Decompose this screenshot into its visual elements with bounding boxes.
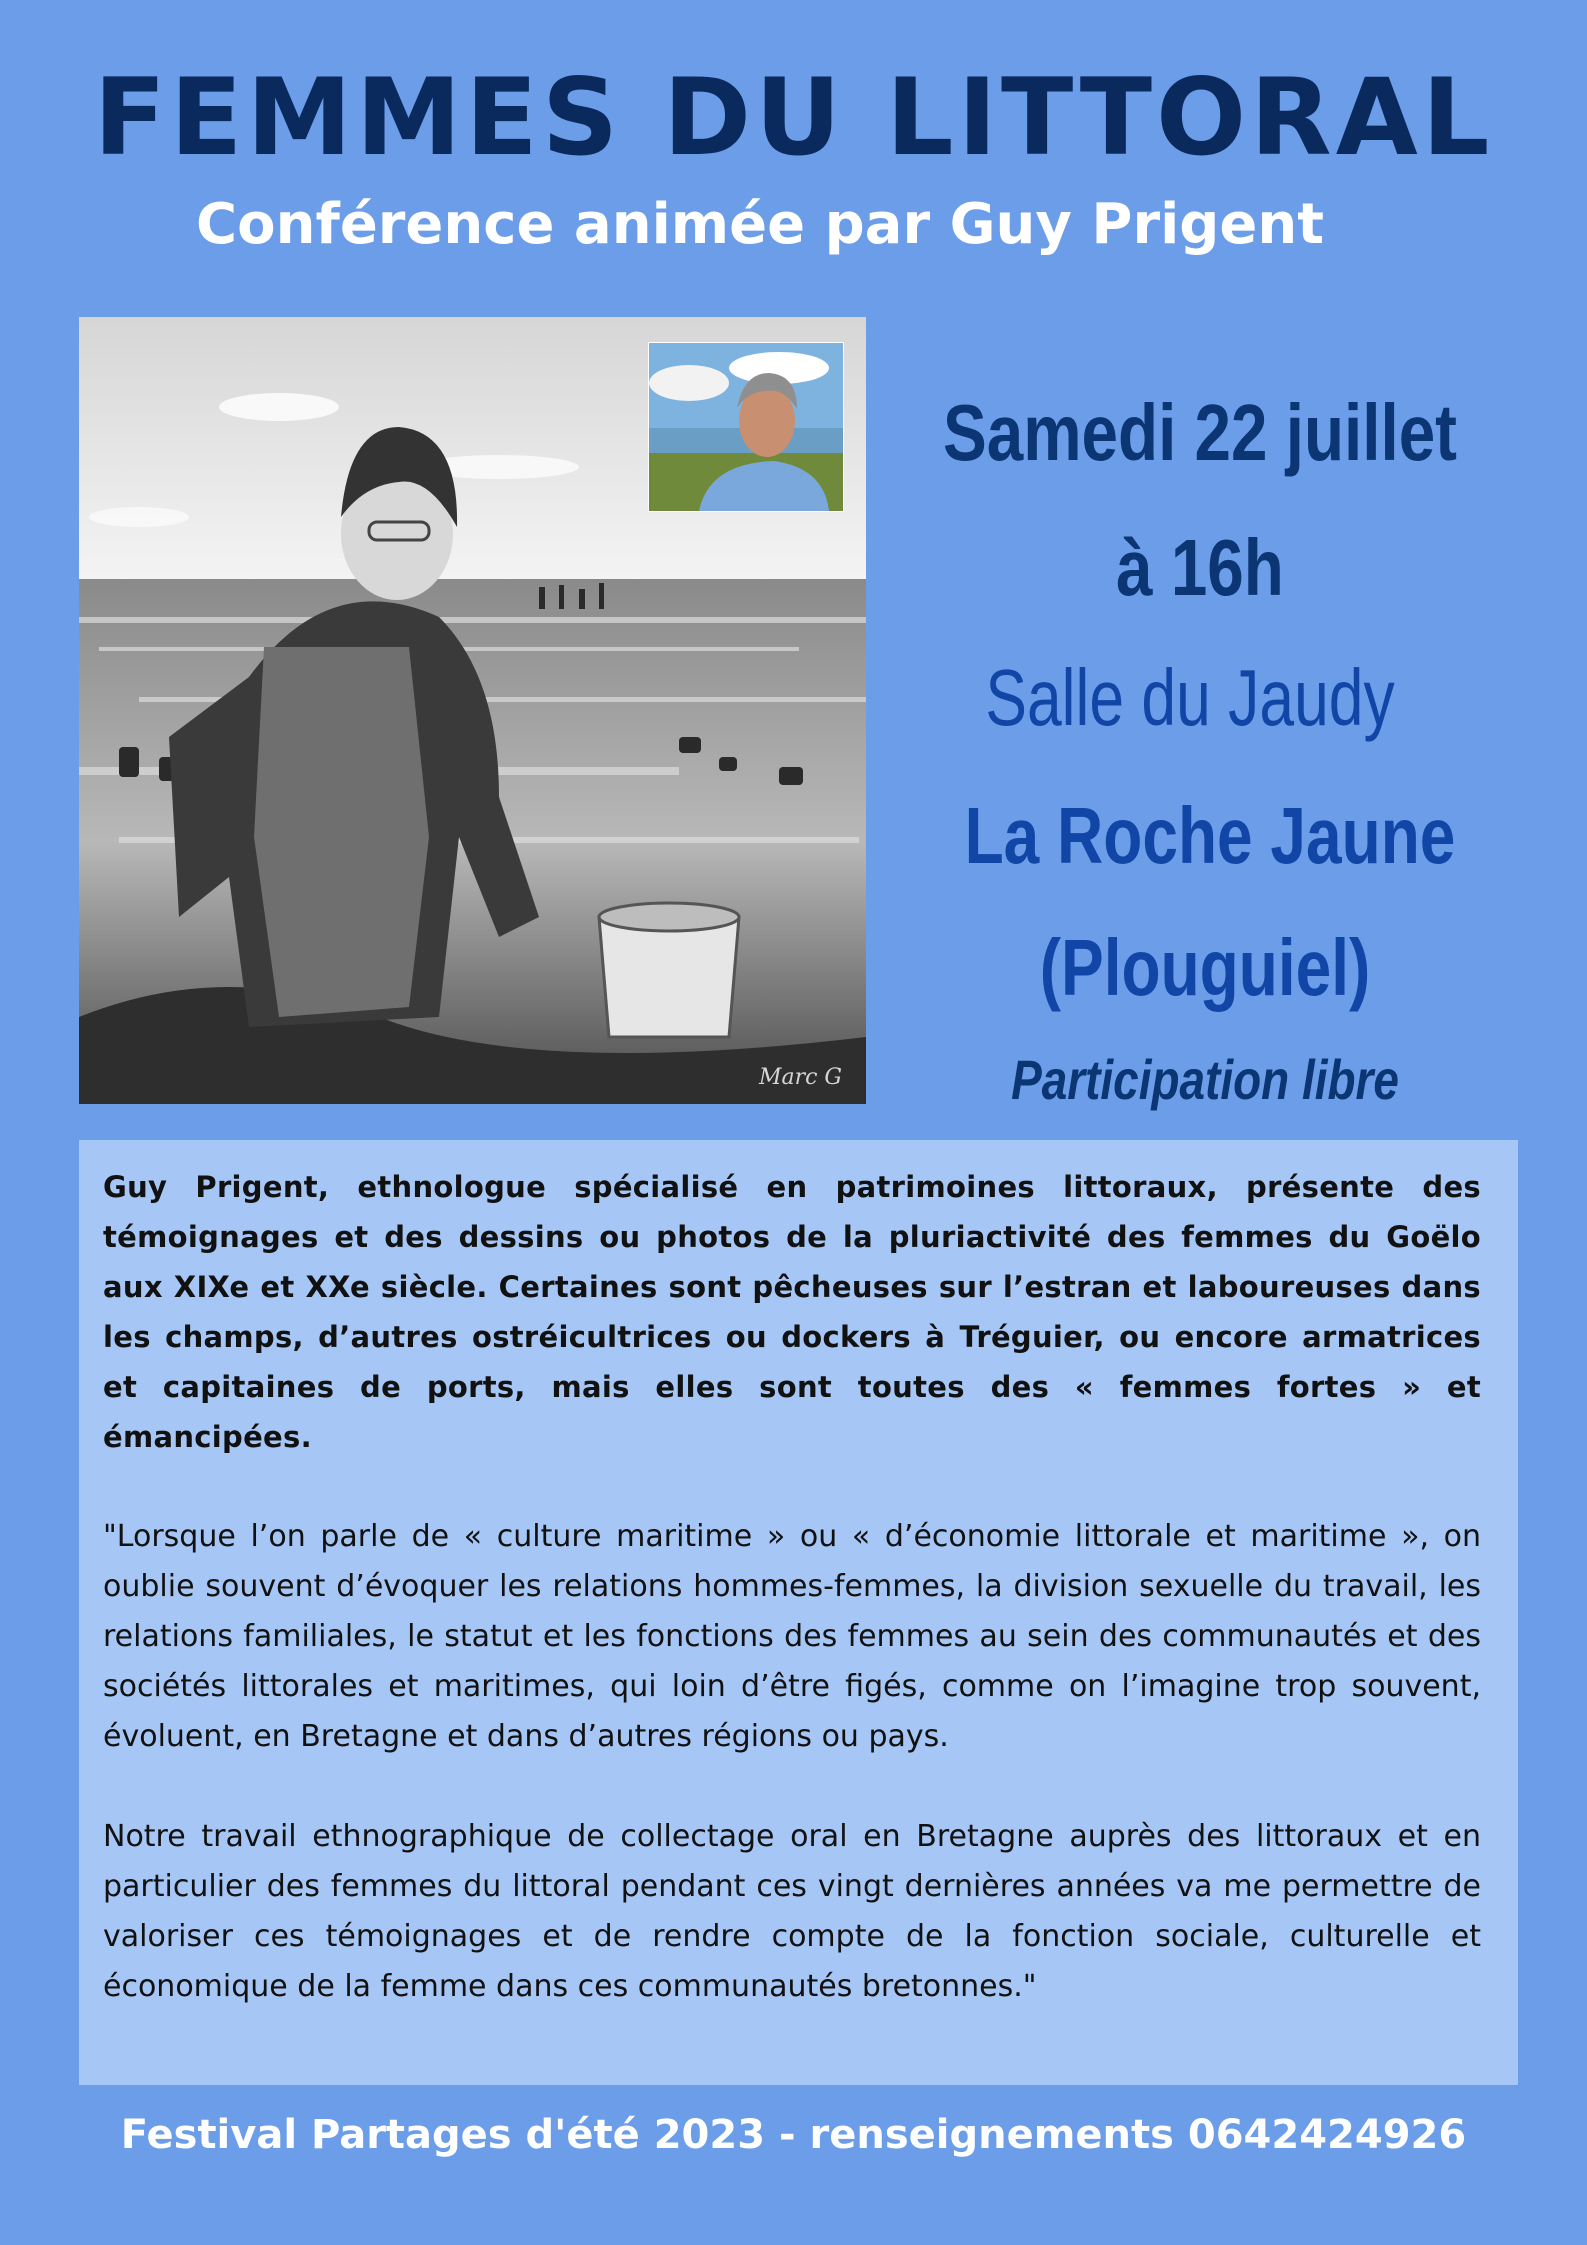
event-venue: Salle du Jaudy [985, 653, 1395, 742]
speaker-portrait-image [649, 343, 843, 511]
admission-note: Participation libre [1011, 1048, 1399, 1111]
description-intro: Guy Prigent, ethnologue spécialisé en patrimoines littoraux, présente des témoignages et des dessins ou photos de la pluriactivité des femmes du Goëlo aux XIXe et XXe siècle. Certaines sont pêcheuses sur l’estran et laboureuses dans les champs, d’autres ostréicultrices ou dockers à Tréguier, ou encore armatrices et capitaines de ports, mais elles sont toutes des « femmes fortes » et émancipées. [103, 1170, 1481, 1454]
description-quote-part1: "Lorsque l’on parle de « culture maritime » ou « d’économie littorale et maritime », on oublie souvent d’évoquer les relations hommes-femmes, la division sexuelle du travail, les relations familiales, le statut et les fonctions des femmes au sein des communautés et des sociétés littorales et maritimes, qui loin d’être figés, comme on l’imagine trop souvent, évoluent, en Bretagne et dans d’autres régions ou pays. [103, 1519, 1481, 1754]
photo-credit: Marc G [758, 1065, 842, 1090]
main-photo [79, 317, 866, 1104]
event-time: à 16h [1116, 523, 1284, 612]
event-date: Samedi 22 juillet [942, 388, 1458, 477]
speaker-portrait [648, 342, 844, 512]
event-place: La Roche Jaune [964, 791, 1456, 880]
footer-info: Festival Partages d'été 2023 - renseignements 0642424926 [120, 2112, 1467, 2158]
poster-subtitle: Conférence animée par Guy Prigent [196, 192, 1324, 257]
description-box [79, 1140, 1518, 2085]
description-quote-part2: Notre travail ethnographique de collectage oral en Bretagne auprès des littoraux et en particulier des femmes du littoral pendant ces vingt dernières années va me permettre de valoriser ces témoignages et de rendre compte de la fonction sociale, culturelle et économique de la femme dans ces communautés bretonnes." [103, 1819, 1481, 2004]
poster-title: FEMMES DU LITTORAL [93, 56, 1494, 179]
event-place-commune: (Plouguiel) [1039, 923, 1371, 1012]
